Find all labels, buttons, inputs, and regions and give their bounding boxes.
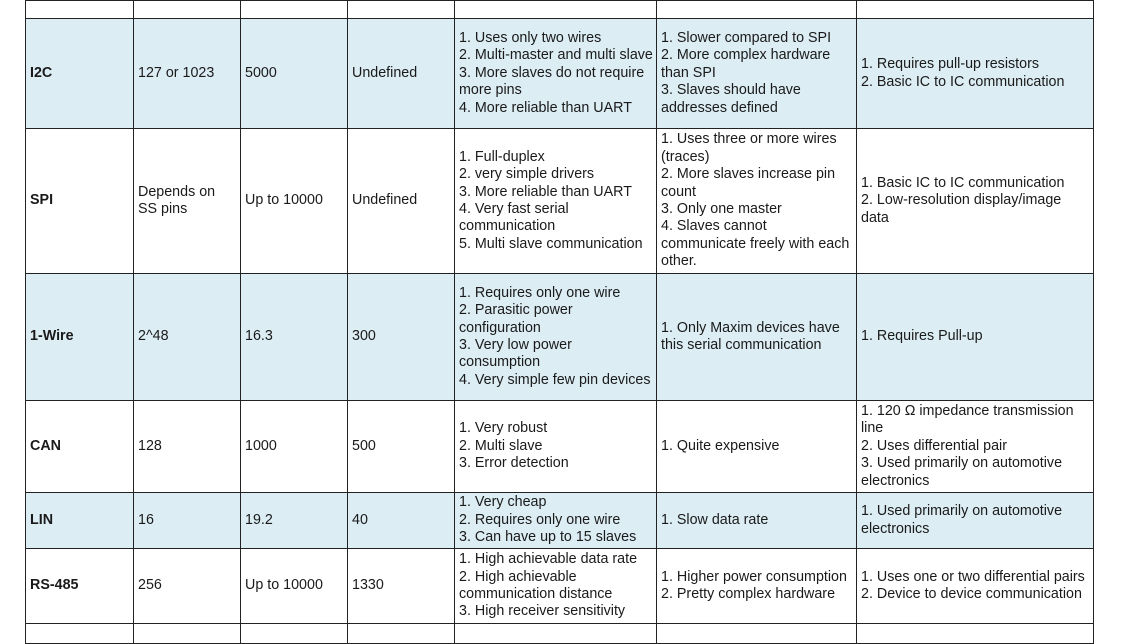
- advantage-item: 4. Very fast serial communication: [459, 201, 569, 235]
- speed-cell: [241, 1, 348, 19]
- speed-cell: 19.2: [241, 493, 348, 549]
- protocol-name-cell: SPI: [26, 129, 134, 274]
- note-item: 2. Device to device communication: [861, 586, 1082, 602]
- disadvantages-cell: [657, 1, 857, 19]
- protocol-name-cell: [26, 624, 134, 644]
- advantage-item: 2. Requires only one wire: [459, 511, 621, 528]
- note-item: 1. 120 Ω impedance transmission line: [861, 402, 1074, 437]
- table-row: [26, 624, 1094, 644]
- max-devices-cell: 16: [134, 493, 241, 549]
- protocol-comparison-table: [25, 0, 1094, 644]
- advantage-item: 2. Multi-master and multi slave: [459, 47, 653, 64]
- note-item: 1. Uses one or two differential pairs: [861, 568, 1085, 585]
- advantages-cell: [455, 493, 657, 549]
- max-devices-cell: 128: [134, 401, 241, 493]
- table-row: [26, 549, 1094, 624]
- disadvantages-cell: [657, 549, 857, 624]
- protocol-name-cell: 1-Wire: [26, 274, 134, 401]
- notes-cell: [857, 401, 1094, 493]
- disadvantages-cell: [657, 129, 857, 274]
- notes-cell: [857, 19, 1094, 129]
- table-row: [26, 19, 1094, 129]
- disadvantage-item: 1. Quite expensive: [661, 437, 780, 454]
- speed-cell: Up to 10000: [241, 549, 348, 624]
- table-row: [26, 129, 1094, 274]
- advantage-item: 1. Full-duplex: [459, 148, 545, 165]
- advantage-item: 3. Error detection: [459, 455, 569, 472]
- disadvantages-cell: [657, 274, 857, 401]
- table-row: [26, 493, 1094, 549]
- table-row: [26, 1, 1094, 19]
- disadvantage-item: 4. Slaves cannot communicate freely with each other.: [661, 218, 850, 270]
- advantages-cell: [455, 129, 657, 274]
- advantage-item: 1. High achievable data rate: [459, 551, 638, 568]
- disadvantages-cell: [657, 19, 857, 129]
- note-item: 1. Requires Pull-up: [861, 328, 983, 345]
- note-item: 1. Used primarily on automotive electronics: [861, 503, 1063, 537]
- disadvantage-item: 1. Slow data rate: [661, 511, 769, 528]
- advantage-item: 3. Very low power consumption: [459, 337, 572, 371]
- advantage-item: 2. Multi slave: [459, 437, 543, 454]
- disadvantage-item: 1. Higher power consumption: [661, 568, 847, 585]
- disadvantage-item: 3. Only one master: [661, 201, 782, 217]
- disadvantage-item: 1. Uses three or more wires (traces): [661, 131, 837, 165]
- notes-cell: [857, 624, 1094, 644]
- advantages-cell: [455, 549, 657, 624]
- table-row: [26, 401, 1094, 493]
- advantages-cell: [455, 1, 657, 19]
- max-devices-cell: [134, 1, 241, 19]
- table-row: [26, 274, 1094, 401]
- advantage-item: 4. Very simple few pin devices: [459, 371, 651, 388]
- advantage-item: 5. Multi slave communication: [459, 235, 643, 252]
- note-item: 2. Uses differential pair: [861, 437, 1007, 454]
- advantage-item: 3. More reliable than UART: [459, 183, 632, 200]
- disadvantage-item: 3. Slaves should have addresses defined: [661, 82, 801, 116]
- distance-cell: 1330: [348, 549, 455, 624]
- disadvantages-cell: [657, 401, 857, 493]
- max-devices-cell: [134, 624, 241, 644]
- disadvantage-item: 1. Slower compared to SPI: [661, 29, 832, 46]
- disadvantage-item: 2. Pretty complex hardware: [661, 586, 836, 602]
- notes-cell: [857, 1, 1094, 19]
- protocol-name-cell: RS-485: [26, 549, 134, 624]
- protocol-name-cell: [26, 1, 134, 19]
- distance-cell: Undefined: [348, 19, 455, 129]
- protocol-name-cell: CAN: [26, 401, 134, 493]
- max-devices-cell: 2^48: [134, 274, 241, 401]
- distance-cell: 40: [348, 493, 455, 549]
- max-devices-cell: 256: [134, 549, 241, 624]
- notes-cell: [857, 129, 1094, 274]
- advantages-cell: [455, 19, 657, 129]
- disadvantage-item: 2. More complex hardware than SPI: [661, 47, 831, 81]
- max-devices-cell: 127 or 1023: [134, 19, 241, 129]
- advantage-item: 2. Parasitic power configuration: [459, 302, 573, 336]
- advantage-item: 4. More reliable than UART: [459, 99, 632, 116]
- advantage-item: 3. Can have up to 15 slaves: [459, 529, 637, 546]
- note-item: 1. Requires pull-up resistors: [861, 56, 1039, 73]
- distance-cell: 300: [348, 274, 455, 401]
- disadvantages-cell: [657, 624, 857, 644]
- advantage-item: 2. very simple drivers: [459, 166, 595, 183]
- advantages-cell: [455, 624, 657, 644]
- advantage-item: 1. Very robust: [459, 420, 548, 437]
- speed-cell: [241, 624, 348, 644]
- distance-cell: [348, 1, 455, 19]
- disadvantage-item: 2. More slaves increase pin count: [661, 166, 836, 200]
- distance-cell: Undefined: [348, 129, 455, 274]
- disadvantage-item: 1. Only Maxim devices have this serial communication: [661, 319, 840, 353]
- notes-cell: [857, 274, 1094, 401]
- note-item: 1. Basic IC to IC communication: [861, 174, 1065, 191]
- note-item: 2. Basic IC to IC communication: [861, 73, 1065, 90]
- speed-cell: Up to 10000: [241, 129, 348, 274]
- notes-cell: [857, 549, 1094, 624]
- notes-cell: [857, 493, 1094, 549]
- distance-cell: 500: [348, 401, 455, 493]
- distance-cell: [348, 624, 455, 644]
- disadvantages-cell: [657, 493, 857, 549]
- advantage-item: 2. High achievable communication distance: [459, 568, 613, 602]
- protocol-name-cell: I2C: [26, 19, 134, 129]
- advantage-item: 3. High receiver sensitivity: [459, 603, 626, 620]
- advantage-item: 1. Very cheap: [459, 494, 547, 511]
- advantages-cell: [455, 401, 657, 493]
- note-item: 2. Low-resolution display/image data: [861, 192, 1062, 226]
- note-item: 3. Used primarily on automotive electronics: [861, 455, 1063, 489]
- advantage-item: 3. More slaves do not require more pins: [459, 64, 645, 99]
- max-devices-cell: Depends on SS pins: [134, 129, 241, 274]
- advantages-cell: [455, 274, 657, 401]
- speed-cell: 16.3: [241, 274, 348, 401]
- advantage-item: 1. Requires only one wire: [459, 284, 621, 301]
- speed-cell: 5000: [241, 19, 348, 129]
- speed-cell: 1000: [241, 401, 348, 493]
- advantage-item: 1. Uses only two wires: [459, 29, 602, 46]
- protocol-name-cell: LIN: [26, 493, 134, 549]
